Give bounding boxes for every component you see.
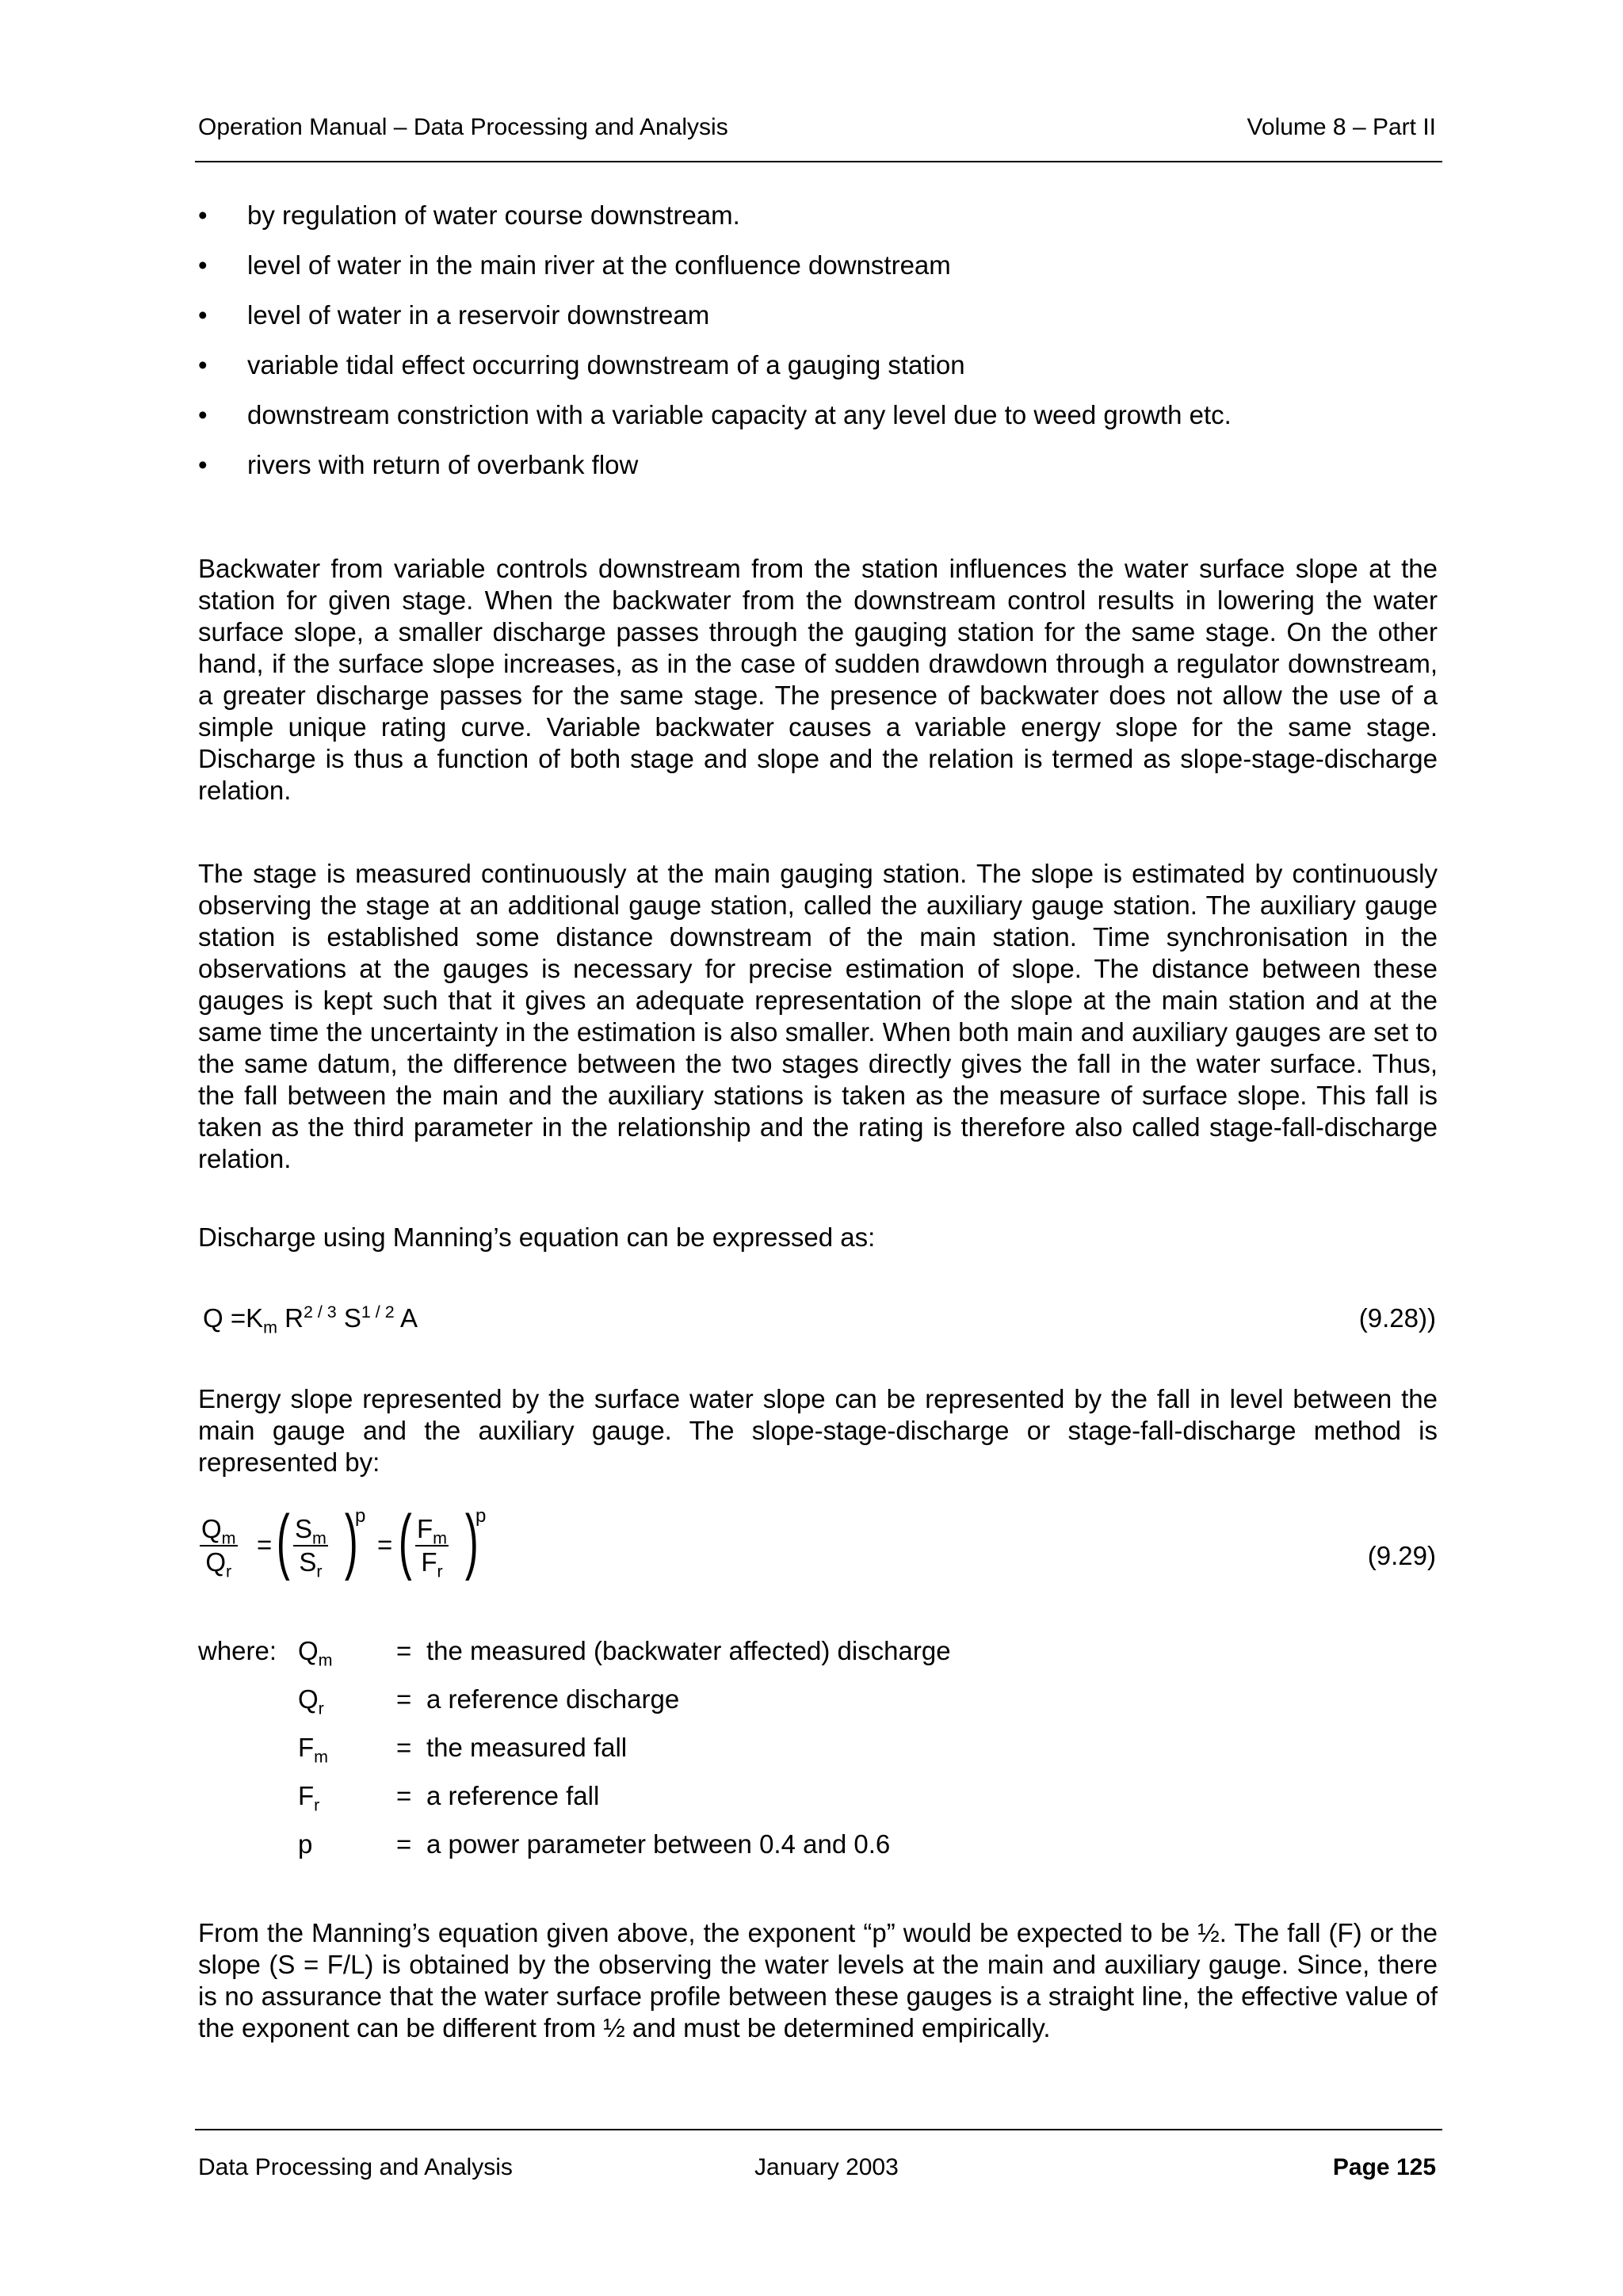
where-description: a power parameter between 0.4 and 0.6 [426,1829,891,1859]
equation-9-28 [203,1302,418,1337]
bullet-glyph: • [198,200,208,230]
eq-r: R [285,1303,304,1333]
rparen-2: ) [464,1501,479,1581]
bullet-text: by regulation of water course downstream. [247,200,740,230]
footer-rule [195,2129,1442,2130]
footer-left: Data Processing and Analysis [198,2154,513,2180]
eq-q: Q [203,1303,223,1333]
where-description: a reference fall [426,1781,600,1810]
where-symbol: $Q_m$ [298,1636,333,1670]
where-symbol: $F_r$ [298,1781,320,1815]
eq929-equals-1: = [257,1530,273,1559]
q-den-sub: r [226,1562,232,1581]
f-den-sub: r [437,1562,443,1581]
paragraph-energy-slope: Energy slope represented by the surface water slope can be represented by the fall in level between the main gauge and the auxiliary gauge. The slope-stage-discharge or stage-fall-discharge method is represented by: [198,1384,1438,1477]
frac-s [293,1513,328,1581]
paragraph-manning-intro: Discharge using Manning’s equation can be expressed as: [198,1222,876,1252]
equation-number-9-28: (9.28)) [1358,1303,1436,1333]
exp-p-1: p [355,1505,366,1527]
s-den: S [299,1547,317,1577]
paragraph-exponent: From the Manning’s equation given above, the exponent “p” would be expected to be ½. The fall (F) or the slope (S = F/L) is obtained by the observing the water levels at the main and auxiliary gauge. Since, there is no assurance that the water surface profile between these gauges is a straight line, the effective value of the exponent can be different from ½ and must be determined empirically. [198,1918,1438,2042]
header-right: Volume 8 – Part II [1247,114,1436,140]
where-symbol: $Q_r$ [298,1684,324,1718]
bullet-text: variable tidal effect occurring downstream of a gauging station [247,350,965,379]
bullet-text: downstream constriction with a variable capacity at any level due to weed growth etc. [247,400,1232,429]
s-den-sub: r [316,1562,323,1581]
paragraph-backwater: Backwater from variable controls downstream from the station influences the water surface slope at the station for given stage. When the backwater from the downstream control results in lowering the water surface slope, a smaller discharge passes through the gauging station for the same stage. On the other hand, if the surface slope increases, as in the case of sudden drawdown through a regulator downstream, a greater discharge passes for the same stage. The presence of backwater does not allow the use of a simple unique rating curve. Variable backwater causes a variable energy slope for the same stage. Discharge is thus a function of both stage and slope and the relation is termed as slope-stage-discharge relation. [198,554,1438,805]
eq-r-sup: 2 / 3 [304,1302,337,1322]
where-description: the measured fall [426,1733,628,1762]
lparen-1: ( [276,1501,290,1581]
where-equals: = [396,1829,412,1859]
q-num-sub: m [221,1528,236,1548]
where-equals: = [396,1733,412,1762]
bullet-text: rivers with return of overbank flow [247,450,639,479]
header-left: Operation Manual – Data Processing and Analysis [198,114,728,140]
q-den: Q [205,1547,227,1577]
header-rule [195,161,1442,162]
bullet-glyph: • [198,300,208,330]
eq-equals: = [230,1303,246,1333]
eq929-equals-2: = [377,1530,393,1559]
bullet-text: level of water in the main river at the confluence downstream [247,250,951,280]
eq-k: K [246,1303,264,1333]
s-num: S [295,1514,313,1543]
eq-s-sup: 1 / 2 [361,1302,395,1322]
paragraph-stage-measurement: The stage is measured continuously at the main gauging station. The slope is estimated by continuously observing the stage at an additional gauge station, called the auxiliary gauge station. The auxiliary gauge station is established some distance downstream of the main station. Time synchronisation in the observations at the gauges is necessary for precise estimation of slope. The distance between these gauges is kept such that it gives an adequate representation of the slope at the main station and at the same time the uncertainty in the estimation is also smaller. When both main and auxiliary gauges are set to the same datum, the difference between the two stages directly gives the fall in the water surface. Thus, the fall between the main and the auxiliary stations is taken as the measure of surface slope. This fall is taken as the third parameter in the relationship and the rating is therefore also called stage-fall-discharge relation. [198,859,1438,1173]
eq-s: S [343,1303,361,1333]
where-equals: = [396,1636,412,1665]
equation-number-9-29: (9.29) [1367,1541,1436,1570]
frac-q [200,1513,238,1581]
bullet-glyph: • [198,450,208,479]
footer-center: January 2003 [754,2154,899,2180]
bullet-glyph: • [198,250,208,280]
frac-f [415,1513,449,1581]
rparen-1: ) [344,1501,358,1581]
where-label: where: [198,1636,277,1665]
s-num-sub: m [312,1528,327,1548]
q-num: Q [201,1514,222,1543]
f-den: F [421,1547,437,1577]
where-symbol: p [298,1829,313,1859]
bullet-glyph: • [198,350,208,379]
footer-right: Page 125 [1332,2154,1436,2180]
exp-p-2: p [475,1505,487,1527]
lparen-2: ( [398,1501,412,1581]
eq-k-sub: m [263,1318,277,1337]
bullet-text: level of water in a reservoir downstream [247,300,710,330]
where-equals: = [396,1684,412,1714]
f-num-sub: m [433,1528,448,1548]
where-description: a reference discharge [426,1684,680,1714]
eq-a: A [400,1303,418,1333]
f-num: F [417,1514,433,1543]
where-equals: = [396,1781,412,1810]
where-symbol: $F_m$ [298,1733,329,1767]
where-description: the measured (backwater affected) discharge [426,1636,951,1665]
bullet-glyph: • [198,400,208,429]
